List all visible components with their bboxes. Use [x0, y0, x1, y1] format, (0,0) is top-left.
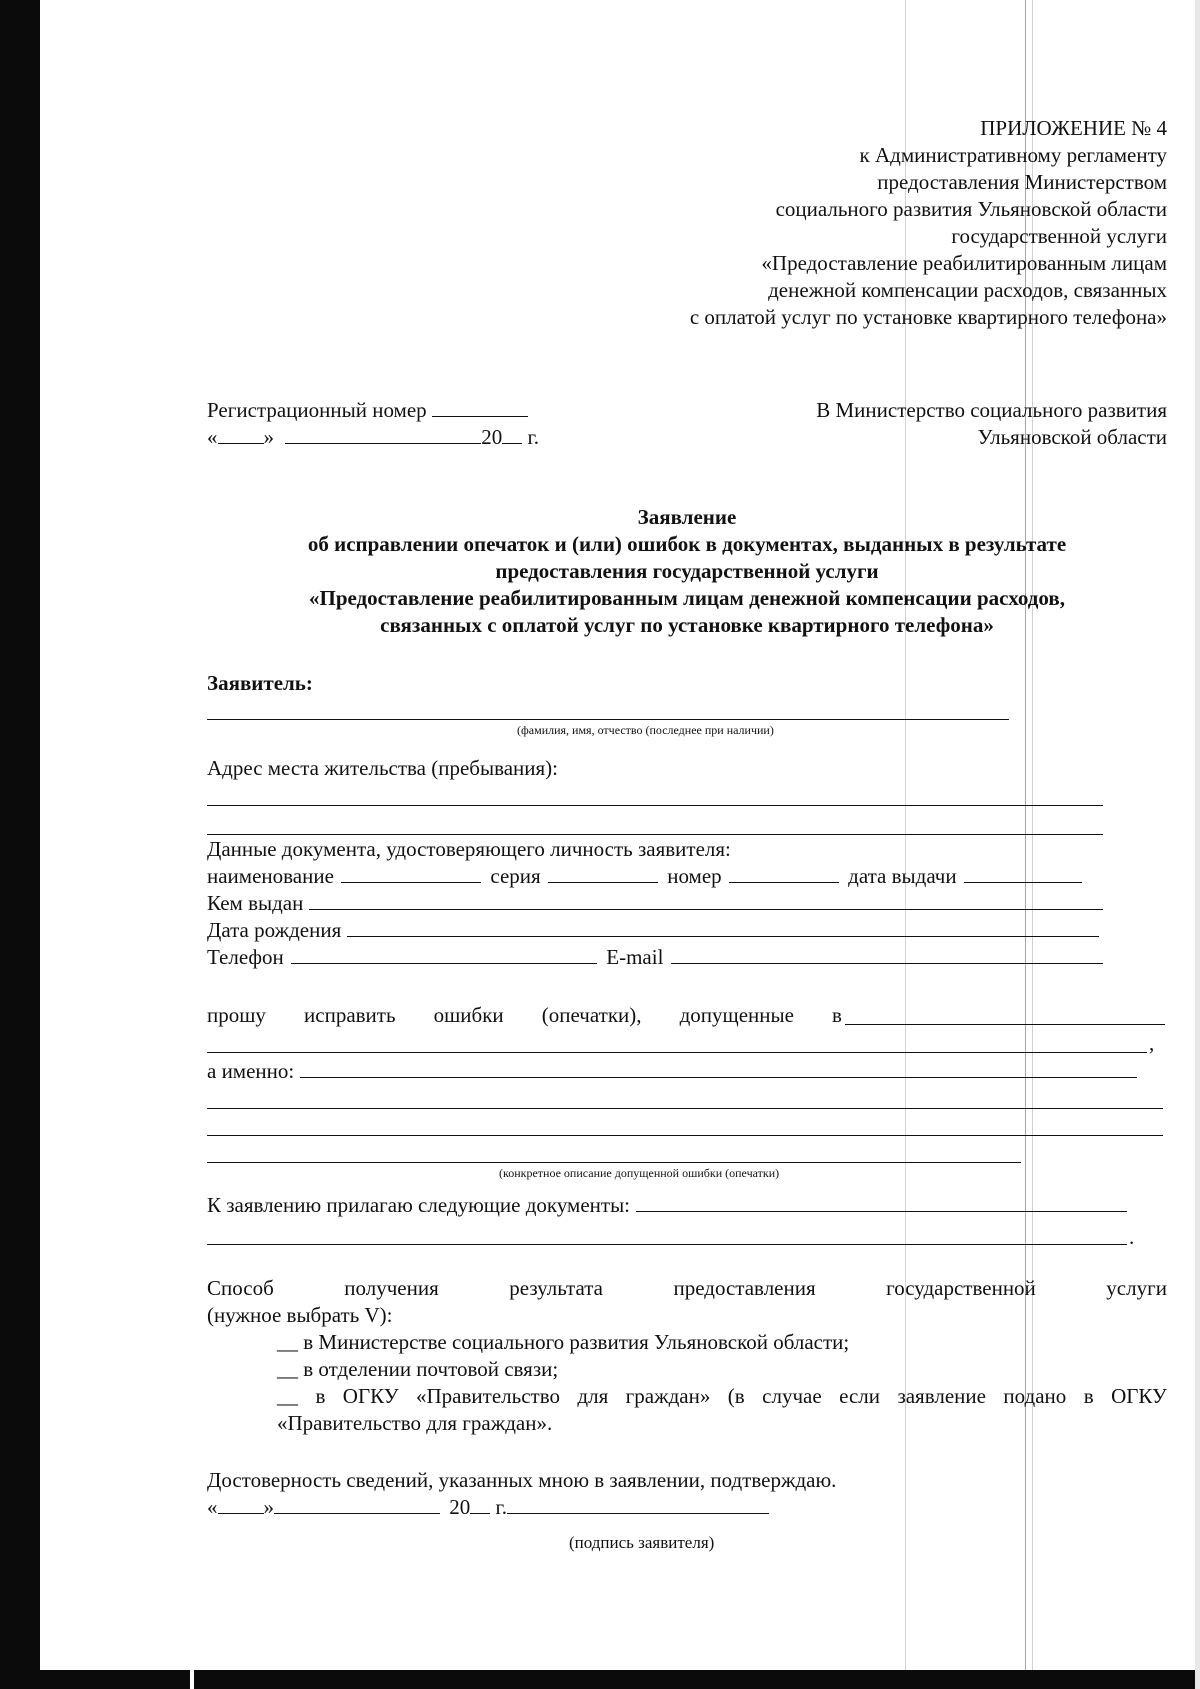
phone-label: Телефон — [207, 945, 284, 969]
birth-date-label: Дата рождения — [207, 918, 342, 942]
appendix-line: государственной услуги — [951, 224, 1167, 248]
registration-date — [207, 424, 539, 450]
confirmation-text: Достоверность сведений, указанных мною в заявлении, подтверждаю. — [207, 1468, 837, 1492]
request-word: прошу — [207, 1003, 266, 1027]
document-field[interactable] — [845, 1024, 1165, 1025]
option-word: в — [1083, 1384, 1094, 1408]
birth-date-field[interactable] — [347, 918, 1099, 937]
attachments-label: К заявлению прилагаю следующие документы: — [207, 1193, 631, 1217]
scan-edge-bottom — [40, 1670, 1200, 1689]
method-word: предоставления — [673, 1276, 816, 1300]
option-word: для — [577, 1384, 609, 1408]
method-word: Способ — [207, 1276, 274, 1300]
year-suffix: г. — [495, 1495, 507, 1519]
issue-date-label: дата выдачи — [848, 864, 957, 888]
heading-line: «Предоставление реабилитированным лицам денежной компенсации расходов, — [308, 586, 1065, 610]
option-checkbox[interactable]: __ — [277, 1330, 298, 1354]
method-word: услуги — [1106, 1276, 1167, 1300]
option-word: заявление — [897, 1384, 986, 1408]
period: . — [1129, 1225, 1135, 1249]
quote-close: » — [263, 425, 274, 449]
registration-number — [207, 397, 528, 423]
heading-line: предоставления государственной услуги — [495, 559, 879, 583]
document-field[interactable] — [207, 1052, 1147, 1053]
doc-name-label: наименование — [207, 864, 334, 888]
scan-edge-right — [1195, 0, 1200, 1689]
phone-field[interactable] — [291, 945, 597, 964]
method-option[interactable] — [277, 1329, 849, 1355]
method-option[interactable] — [277, 1356, 558, 1382]
issued-by-row — [207, 890, 1103, 916]
option-label: в отделении почтовой связи; — [303, 1357, 559, 1381]
issued-by-label: Кем выдан — [207, 891, 304, 915]
applicant-name-field[interactable] — [207, 719, 1009, 720]
year-prefix: 20 — [481, 425, 503, 449]
year-field[interactable] — [502, 425, 522, 444]
option-word: граждан» — [625, 1384, 711, 1408]
option-word: ОГКУ — [1111, 1384, 1167, 1408]
document-page — [207, 0, 1167, 1670]
series-field[interactable] — [548, 864, 658, 883]
scan-edge-left — [0, 0, 40, 1689]
option-label: в Министерстве социального развития Ульяновской области; — [303, 1330, 850, 1354]
option-word: (в — [727, 1384, 745, 1408]
address-label: Адрес места жительства (пребывания): — [207, 756, 559, 780]
request-word: ошибки — [433, 1003, 504, 1027]
request-words — [207, 1002, 842, 1028]
issued-by-field[interactable] — [309, 891, 1103, 910]
method-word: получения — [344, 1276, 439, 1300]
appendix-line: к Административному регламенту — [859, 143, 1167, 167]
document-title: Заявление — [637, 505, 737, 529]
option-word: «Правительство — [416, 1384, 560, 1408]
year-suffix: г. — [527, 425, 539, 449]
option-word: подано — [1003, 1384, 1067, 1408]
year-field[interactable] — [470, 1495, 490, 1514]
option-word: случае — [762, 1384, 822, 1408]
method-words — [207, 1275, 1167, 1301]
series-label: серия — [490, 864, 541, 888]
fio-hint: (фамилия, имя, отчество (последнее при наличии) — [517, 723, 774, 737]
year-prefix: 20 — [449, 1495, 471, 1519]
method-word: результата — [509, 1276, 603, 1300]
method-hint: (нужное выбрать V): — [207, 1303, 393, 1327]
attachments-field[interactable] — [636, 1193, 1127, 1212]
identity-row — [207, 863, 1082, 889]
address-field[interactable] — [207, 805, 1103, 806]
signature-field[interactable] — [507, 1495, 769, 1514]
request-word: исправить — [304, 1003, 396, 1027]
option-word: ОГКУ — [342, 1384, 399, 1408]
error-description-field[interactable] — [207, 1108, 1163, 1109]
day-field[interactable] — [218, 425, 264, 444]
attachments-row — [207, 1192, 1127, 1218]
namely-row — [207, 1058, 1137, 1084]
namely-label: а именно: — [207, 1059, 295, 1083]
number-field[interactable] — [729, 864, 839, 883]
method-option[interactable] — [277, 1383, 1167, 1409]
option-word: если — [839, 1384, 880, 1408]
identity-label: Данные документа, удостоверяющего личность заявителя: — [207, 837, 731, 861]
appendix-line: предоставления Министерством — [877, 170, 1167, 194]
error-description-field[interactable] — [300, 1059, 1137, 1078]
appendix-line: «Предоставление реабилитированным лицам — [761, 251, 1167, 275]
email-field[interactable] — [671, 945, 1103, 964]
email-label: E-mail — [606, 945, 664, 969]
comma: , — [1149, 1031, 1155, 1055]
issue-date-field[interactable] — [964, 864, 1082, 883]
option-checkbox[interactable]: __ — [277, 1384, 298, 1408]
error-hint: (конкретное описание допущенной ошибки (опечатки) — [499, 1166, 780, 1180]
error-description-field[interactable] — [207, 1162, 1021, 1163]
option-label-cont: «Правительство для граждан». — [277, 1411, 553, 1435]
address-field[interactable] — [207, 834, 1103, 835]
applicant-label: Заявитель: — [207, 671, 313, 695]
method-word: государственной — [886, 1276, 1036, 1300]
appendix-line: денежной компенсации расходов, связанных — [768, 278, 1167, 302]
attachments-field[interactable] — [207, 1244, 1127, 1245]
appendix-line: с оплатой услуг по установке квартирного телефона» — [689, 305, 1167, 329]
confirmation-date-row — [207, 1494, 769, 1520]
day-field[interactable] — [218, 1495, 264, 1514]
month-field[interactable] — [285, 425, 481, 444]
addressee-line: Ульяновской области — [977, 425, 1167, 449]
doc-name-field[interactable] — [341, 864, 481, 883]
contacts-row — [207, 944, 1103, 970]
scan-edge-gap — [190, 1670, 194, 1689]
registration-number-field[interactable] — [432, 398, 528, 417]
error-description-field[interactable] — [207, 1135, 1163, 1136]
registration-label: Регистрационный номер — [207, 398, 427, 422]
request-word: в — [832, 1003, 842, 1027]
number-label: номер — [667, 864, 722, 888]
appendix-title: ПРИЛОЖЕНИЕ № 4 — [980, 116, 1167, 140]
signature-hint: (подпись заявителя) — [569, 1533, 715, 1552]
heading-line: связанных с оплатой услуг по установке квартирного телефона» — [380, 613, 994, 637]
heading-line: об исправлении опечаток и (или) ошибок в документах, выданных в результате — [307, 532, 1067, 556]
option-word: в — [315, 1384, 326, 1408]
quote-open: « — [207, 1495, 218, 1519]
addressee-line: В Министерство социального развития — [816, 398, 1167, 422]
option-checkbox[interactable]: __ — [277, 1357, 298, 1381]
appendix-line: социального развития Ульяновской области — [775, 197, 1167, 221]
request-word: (опечатки), — [541, 1003, 642, 1027]
quote-close: » — [263, 1495, 274, 1519]
quote-open: « — [207, 425, 218, 449]
month-field[interactable] — [274, 1495, 440, 1514]
birth-date-row — [207, 917, 1099, 943]
request-word: допущенные — [679, 1003, 794, 1027]
